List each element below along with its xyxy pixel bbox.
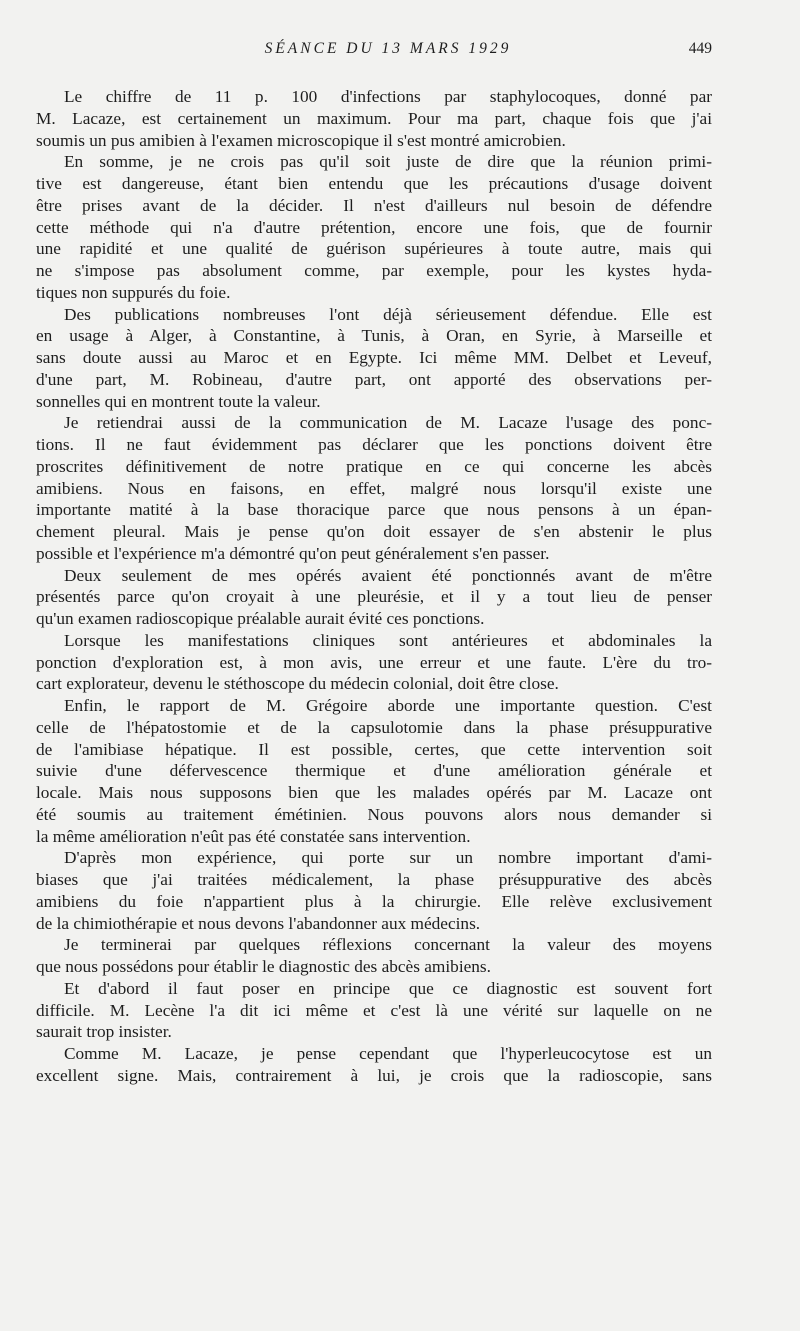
text-line: de la chimiothérapie et nous devons l'abandonner aux médecins. (36, 913, 481, 933)
paragraph (36, 86, 712, 151)
text-line: importante matité à la base thoracique parce que nous pensons à un épan- (36, 500, 712, 520)
running-title: SÉANCE DU 13 MARS 1929 (264, 40, 512, 57)
text-line: sans doute aussi au Maroc et en Egypte. Ici même MM. Delbet et Leveuf, (36, 348, 712, 367)
text-line: locale. Mais nous supposons bien que les malades opérés par M. Lacaze ont (36, 783, 712, 802)
text-line: amibiens du foie n'appartient plus à la chirurgie. Elle relève exclusivement (36, 891, 712, 911)
paragraph (36, 630, 712, 695)
text-line: celle de l'hépatostomie et de la capsulotomie dans la phase présuppurative (36, 717, 712, 737)
paragraph (36, 978, 712, 1043)
text-line: ne s'impose pas absolument comme, par exemple, pour les kystes hyda- (36, 261, 712, 280)
text-line: Je terminerai par quelques réflexions concernant la valeur des moyens (64, 935, 712, 955)
text-line: amibiens. Nous en faisons, en effet, malgré nous lorsqu'il existe une (36, 478, 712, 498)
text-line: que nous possédons pour établir le diagnostic des abcès amibiens. (36, 957, 491, 976)
text-line: Je retiendrai aussi de la communication de M. Lacaze l'usage des ponc- (64, 413, 712, 433)
text-line: été soumis au traitement émétinien. Nous pouvons alors nous demander si (36, 804, 712, 824)
text-line: en usage à Alger, à Constantine, à Tunis, à Oran, en Syrie, à Marseille et (36, 326, 712, 346)
text-line: cart explorateur, devenu le stéthoscope du médecin colonial, doit être close. (36, 674, 559, 694)
text-line: Le chiffre de 11 p. 100 d'infections par staphylocoques, donné par (64, 87, 712, 106)
text-line: proscrites définitivement de notre pratique en ce qui concerne les abcès (36, 456, 712, 476)
body-text (36, 86, 712, 1087)
paragraph (36, 934, 712, 978)
paragraph (36, 565, 712, 630)
text-line: soumis un pus amibien à l'examen microscopique il s'est montré amicrobien. (36, 130, 566, 150)
running-header (64, 40, 712, 62)
paragraph (36, 304, 712, 413)
text-line: difficile. M. Lecène l'a dit ici même et c'est là une vérité sur laquelle on ne (36, 1000, 712, 1020)
text-line: présentés parce qu'on croyait à une pleurésie, et il y a tout lieu de penser (36, 587, 712, 607)
text-line: Des publications nombreuses l'ont déjà sérieusement défendue. Elle est (64, 304, 712, 324)
text-line: Enfin, le rapport de M. Grégoire aborde une importante question. C'est (64, 696, 712, 715)
text-line: chement pleural. Mais je pense qu'on doit essayer de s'en abstenir le plus (36, 522, 712, 541)
text-line: D'après mon expérience, qui porte sur un nombre important d'ami- (64, 848, 712, 868)
paragraph (36, 1043, 712, 1087)
text-line: biases que j'ai traitées médicalement, la phase présuppurative des abcès (36, 870, 712, 889)
text-line: Deux seulement de mes opérés avaient été ponctionnés avant de m'être (64, 565, 712, 585)
text-line: En somme, je ne crois pas qu'il soit juste de dire que la réunion primi- (64, 152, 712, 172)
text-line: qu'un examen radioscopique préalable aurait évité ces ponctions. (36, 609, 485, 628)
text-line: tiques non suppurés du foie. (36, 282, 231, 302)
text-line: la même amélioration n'eût pas été constatée sans intervention. (36, 826, 471, 846)
text-line: possible et l'expérience m'a démontré qu'on peut généralement s'en passer. (36, 543, 550, 563)
text-line: tions. Il ne faut évidemment pas déclarer que les ponctions doivent être (36, 435, 712, 454)
text-line: d'une part, M. Robineau, d'autre part, ont apporté des observations per- (36, 369, 712, 389)
text-line: sonnelles qui en montrent toute la valeur. (36, 391, 321, 411)
text-line: M. Lacaze, est certainement un maximum. Pour ma part, chaque fois que j'ai (36, 108, 712, 128)
text-line: ponction d'exploration est, à mon avis, une erreur et une faute. L'ère du tro- (36, 652, 712, 672)
page-number: 449 (688, 40, 712, 57)
paragraph (36, 847, 712, 934)
paragraph (36, 695, 712, 847)
text-line: cette méthode qui n'a d'autre prétention, encore une fois, que de fournir (36, 217, 712, 237)
paragraph (36, 151, 712, 303)
paragraph (36, 412, 712, 564)
text-line: suivie d'une défervescence thermique et d'une amélioration générale et (36, 761, 712, 781)
text-line: être prises avant de la décider. Il n'est d'ailleurs nul besoin de défendre (36, 195, 712, 215)
text-line: excellent signe. Mais, contrairement à lui, je crois que la radioscopie, sans (36, 1065, 712, 1085)
text-line: Et d'abord il faut poser en principe que ce diagnostic est souvent fort (64, 978, 712, 998)
text-line: Lorsque les manifestations cliniques sont antérieures et abdominales la (64, 630, 712, 650)
text-line: saurait trop insister. (36, 1022, 172, 1042)
text-line: une rapidité et une qualité de guérison supérieures à toute autre, mais qui (36, 239, 712, 259)
text-line: de l'amibiase hépatique. Il est possible, certes, que cette intervention soit (36, 739, 712, 759)
text-line: tive est dangereuse, étant bien entendu que les précautions d'usage doivent (36, 174, 712, 193)
text-line: Comme M. Lacaze, je pense cependant que l'hyperleucocytose est un (64, 1044, 712, 1063)
